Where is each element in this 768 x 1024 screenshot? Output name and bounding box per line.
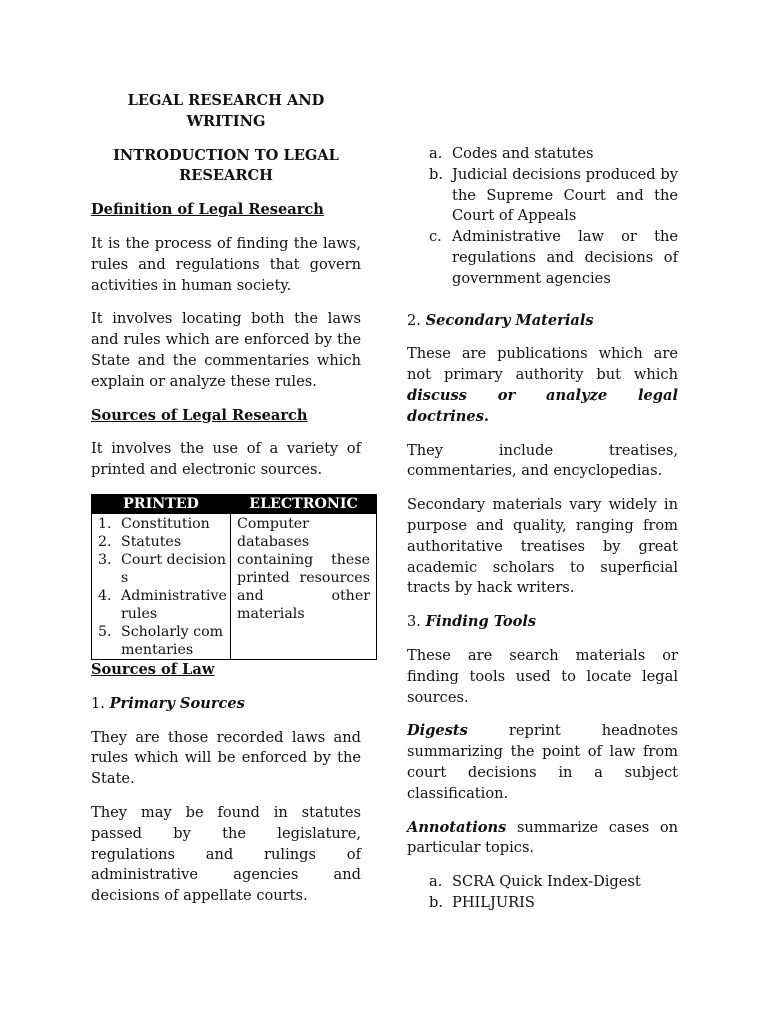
- primary-sources-heading: [91, 694, 361, 715]
- heading-number: 2.: [407, 311, 421, 329]
- printed-cell: [92, 513, 231, 659]
- list-text: Constitution: [121, 515, 210, 532]
- left-column: [91, 91, 370, 920]
- list-item: [407, 227, 678, 289]
- list-text: Administrative law or the regulations and decisions of government agencies: [452, 228, 678, 287]
- finding-tools-heading: [407, 612, 678, 633]
- list-text: Statutes: [121, 533, 182, 550]
- list-text: Codes and statutes: [452, 145, 594, 162]
- document-title: LEGAL RESEARCH AND WRITING: [127, 92, 325, 130]
- sources-law-heading: Sources of Law: [91, 660, 215, 678]
- list-number: 3.: [98, 551, 112, 568]
- paragraph-text: These are publications which are not primary authority but which: [407, 345, 678, 384]
- sources-research-paragraph: It involves the use of a variety of printed and electronic sources.: [91, 440, 361, 479]
- sources-table: [91, 494, 377, 660]
- definition-paragraph-2: It involves locating both the laws and rules which are enforced by the State and the commentaries which explain or analyze these rules.: [91, 310, 361, 390]
- primary-paragraph-2: They may be found in statutes passed by the legislature, regulations and rulings of administrative agencies and decisions of appellate courts.: [91, 803, 361, 905]
- heading-label: Finding Tools: [425, 613, 537, 631]
- list-number: 2.: [98, 533, 112, 550]
- term-text: Annotations: [407, 818, 507, 836]
- definition-heading: Definition of Legal Research: [91, 201, 324, 219]
- list-item: [407, 893, 678, 914]
- list-item: [407, 872, 678, 893]
- emphasized-text: discuss or analyze legal doctrines.: [407, 386, 678, 425]
- heading-label: Secondary Materials: [425, 311, 594, 329]
- list-item: [98, 623, 228, 659]
- list-text: Administrative rules: [121, 587, 227, 622]
- list-item: [98, 533, 228, 551]
- list-marker: c.: [429, 228, 442, 246]
- heading-label: Primary Sources: [109, 694, 245, 712]
- list-marker: a.: [429, 873, 443, 891]
- digests-paragraph: [407, 721, 678, 804]
- secondary-paragraph-3: Secondary materials vary widely in purpose and quality, ranging from authoritative treatises by great academic scholars to superficial tracts by hack writers.: [407, 496, 678, 597]
- annotations-paragraph: [407, 818, 678, 860]
- electronic-cell: Computer databases containing these printed resources and other materials: [231, 513, 377, 659]
- primary-sources-list: [407, 144, 678, 290]
- finding-paragraph-1: These are search materials or finding tools used to locate legal sources.: [407, 646, 678, 706]
- heading-number: 3.: [407, 613, 421, 631]
- heading-number: 1.: [91, 694, 105, 712]
- definition-paragraph-1: It is the process of finding the laws, rules and regulations that govern activities in human society.: [91, 234, 361, 294]
- paragraph-text: reprint headnotes summarizing the point of law from court decisions in a subject classification.: [407, 722, 678, 802]
- list-text: SCRA Quick Index-Digest: [452, 873, 641, 891]
- right-column: [407, 91, 678, 927]
- secondary-materials-heading: [407, 311, 678, 332]
- printed-header: PRINTED: [92, 494, 231, 513]
- list-text: Judicial decisions produced by the Supreme Court and the Court of Appeals: [452, 165, 678, 225]
- list-item: [98, 587, 228, 623]
- list-item: [98, 515, 228, 533]
- paragraph-text: summarize cases on particular topics.: [407, 818, 678, 857]
- list-number: 4.: [98, 587, 112, 604]
- list-number: 1.: [98, 515, 112, 532]
- sources-research-heading: Sources of Legal Research: [91, 406, 308, 424]
- list-text: Court decisions: [121, 551, 226, 586]
- secondary-paragraph-2: They include treatises, commentaries, and encyclopedias.: [407, 441, 678, 480]
- list-text: PHILJURIS: [452, 893, 535, 911]
- list-marker: a.: [429, 145, 443, 162]
- electronic-header: ELECTRONIC: [231, 494, 377, 513]
- list-marker: b.: [429, 893, 443, 911]
- table-header-row: [92, 494, 377, 513]
- primary-paragraph-1: They are those recorded laws and rules which will be enforced by the State.: [91, 728, 361, 788]
- list-item: [98, 551, 228, 587]
- list-item: [407, 165, 678, 227]
- document-subtitle: INTRODUCTION TO LEGAL RESEARCH: [113, 146, 339, 185]
- printed-list: [98, 515, 228, 659]
- list-number: 5.: [98, 623, 112, 640]
- table-row: [92, 513, 377, 659]
- list-item: [407, 144, 678, 165]
- term-text: Digests: [407, 722, 468, 740]
- list-text: Scholarly commentaries: [121, 623, 224, 658]
- list-marker: b.: [429, 165, 443, 183]
- finding-tools-list: [407, 872, 678, 914]
- secondary-paragraph-1: [407, 344, 678, 427]
